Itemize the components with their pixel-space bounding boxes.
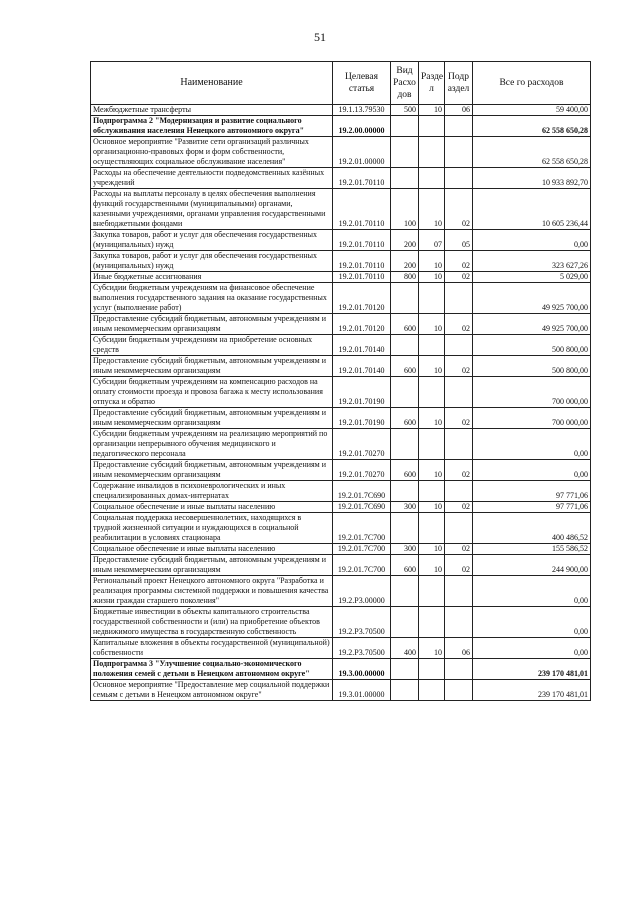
cell-vid: 600 (391, 555, 419, 576)
cell-target: 19.2.00.00000 (333, 116, 391, 137)
table-row (91, 116, 591, 137)
cell-target: 19.1.13.79530 (333, 105, 391, 116)
cell-total: 10 933 892,70 (473, 168, 591, 189)
page-number: 51 (314, 30, 326, 44)
cell-total: 10 605 236,44 (473, 189, 591, 230)
cell-vid: 600 (391, 356, 419, 377)
cell-razdel: 10 (419, 460, 445, 481)
cell-total: 155 586,52 (473, 544, 591, 555)
cell-total: 239 170 481,01 (473, 659, 591, 680)
cell-total: 500 800,00 (473, 335, 591, 356)
cell-name: Основное мероприятие "Предоставление мер социальной поддержки семьям с детьми в Ненецком автономном округе" (91, 680, 333, 701)
table-row (91, 638, 591, 659)
cell-target: 19.2.Р3.00000 (333, 576, 391, 607)
cell-total: 323 627,26 (473, 251, 591, 272)
table-row (91, 105, 591, 116)
cell-name: Межбюджетные трансферты (91, 105, 333, 116)
cell-podrazdel: 02 (445, 544, 473, 555)
cell-name: Капитальные вложения в объекты государственной (муниципальной) собственности (91, 638, 333, 659)
table-row (91, 335, 591, 356)
cell-vid (391, 137, 419, 168)
header-podrazdel: Подр аздел (445, 62, 473, 105)
cell-podrazdel (445, 377, 473, 408)
cell-name: Бюджетные инвестиции в объекты капитального строительства государственной собственности и (или) на приобретение объектов недвижимого имущества в государственную собственность (91, 607, 333, 638)
cell-total: 0,00 (473, 607, 591, 638)
cell-target: 19.2.01.70270 (333, 429, 391, 460)
cell-podrazdel (445, 283, 473, 314)
cell-razdel (419, 576, 445, 607)
cell-target: 19.2.01.70270 (333, 460, 391, 481)
cell-target: 19.2.01.70190 (333, 408, 391, 429)
cell-total: 97 771,06 (473, 481, 591, 502)
cell-target: 19.2.01.7С700 (333, 544, 391, 555)
table-row (91, 680, 591, 701)
cell-name: Предоставление субсидий бюджетным, автономным учреждениям и иным некоммерческим организациям (91, 555, 333, 576)
cell-target: 19.2.01.70140 (333, 335, 391, 356)
cell-razdel: 10 (419, 502, 445, 513)
cell-name: Социальное обеспечение и иные выплаты населению (91, 544, 333, 555)
cell-vid (391, 680, 419, 701)
cell-target: 19.2.01.70120 (333, 283, 391, 314)
cell-target: 19.2.01.7С700 (333, 513, 391, 544)
cell-razdel: 10 (419, 408, 445, 429)
cell-razdel: 10 (419, 105, 445, 116)
cell-name: Расходы на обеспечение деятельности подведомственных казённых учреждений (91, 168, 333, 189)
cell-vid (391, 116, 419, 137)
cell-razdel: 07 (419, 230, 445, 251)
header-vid: Вид Расхо дов (391, 62, 419, 105)
cell-target: 19.2.01.7С690 (333, 481, 391, 502)
table-row (91, 356, 591, 377)
table-row (91, 576, 591, 607)
cell-vid: 600 (391, 314, 419, 335)
cell-name: Предоставление субсидий бюджетным, автономным учреждениям и иным некоммерческим организациям (91, 314, 333, 335)
cell-vid (391, 429, 419, 460)
cell-name: Субсидии бюджетным учреждениям на приобретение основных средств (91, 335, 333, 356)
cell-podrazdel (445, 429, 473, 460)
table-row (91, 314, 591, 335)
cell-target: 19.2.01.70140 (333, 356, 391, 377)
cell-target: 19.2.Р3.70500 (333, 607, 391, 638)
cell-name: Предоставление субсидий бюджетным, автономным учреждениям и иным некоммерческим организациям (91, 408, 333, 429)
cell-razdel: 10 (419, 314, 445, 335)
cell-target: 19.2.01.70120 (333, 314, 391, 335)
cell-podrazdel (445, 513, 473, 544)
cell-name: Субсидии бюджетным учреждениям на финансовое обеспечение выполнения государственного задания на оказание государственных услуг (выполнение работ) (91, 283, 333, 314)
cell-target: 19.2.01.70190 (333, 377, 391, 408)
budget-table (90, 61, 591, 701)
table-row (91, 607, 591, 638)
cell-vid (391, 513, 419, 544)
cell-vid (391, 377, 419, 408)
cell-razdel (419, 429, 445, 460)
cell-name: Предоставление субсидий бюджетным, автономным учреждениям и иным некоммерческим организациям (91, 460, 333, 481)
table-body (91, 105, 591, 701)
table-row (91, 137, 591, 168)
cell-name: Подпрограмма 2 "Модернизация и развитие социального обслуживания населения Ненецкого автономного округа" (91, 116, 333, 137)
cell-razdel: 10 (419, 544, 445, 555)
cell-name: Подпрограмма 3 "Улучшение социально-экономического положения семей с детьми в Ненецком автономном округе" (91, 659, 333, 680)
cell-razdel: 10 (419, 638, 445, 659)
cell-total: 59 400,00 (473, 105, 591, 116)
cell-podrazdel (445, 659, 473, 680)
cell-total: 0,00 (473, 576, 591, 607)
cell-total: 700 000,00 (473, 377, 591, 408)
cell-total: 0,00 (473, 638, 591, 659)
cell-total: 239 170 481,01 (473, 680, 591, 701)
table-row (91, 544, 591, 555)
table-row (91, 408, 591, 429)
cell-vid (391, 659, 419, 680)
cell-total: 5 029,00 (473, 272, 591, 283)
cell-target: 19.2.01.70110 (333, 251, 391, 272)
cell-target: 19.2.01.70110 (333, 272, 391, 283)
cell-podrazdel: 02 (445, 314, 473, 335)
table-row (91, 513, 591, 544)
cell-razdel (419, 116, 445, 137)
cell-podrazdel: 06 (445, 105, 473, 116)
cell-total: 49 925 700,00 (473, 283, 591, 314)
cell-name: Содержание инвалидов в психоневрологических и иных специализированных домах-интернатах (91, 481, 333, 502)
cell-razdel (419, 659, 445, 680)
cell-razdel: 10 (419, 356, 445, 377)
cell-total: 400 486,52 (473, 513, 591, 544)
table-row (91, 230, 591, 251)
cell-podrazdel: 02 (445, 356, 473, 377)
cell-podrazdel (445, 607, 473, 638)
cell-razdel (419, 168, 445, 189)
table-row (91, 272, 591, 283)
cell-name: Субсидии бюджетным учреждениям на компенсацию расходов на оплату стоимости проезда и провоза багажа к месту использования отпуска и обратно (91, 377, 333, 408)
cell-vid (391, 335, 419, 356)
cell-razdel (419, 513, 445, 544)
cell-podrazdel: 02 (445, 502, 473, 513)
table-row (91, 283, 591, 314)
cell-razdel: 10 (419, 555, 445, 576)
cell-total: 0,00 (473, 230, 591, 251)
cell-name: Социальная поддержка несовершеннолетних, находящихся в трудной жизненной ситуации и нуждающихся в социальной реабилитации в условиях стационара (91, 513, 333, 544)
cell-target: 19.2.01.7С690 (333, 502, 391, 513)
cell-name: Социальное обеспечение и иные выплаты населению (91, 502, 333, 513)
cell-total: 500 800,00 (473, 356, 591, 377)
cell-razdel (419, 283, 445, 314)
cell-podrazdel (445, 137, 473, 168)
cell-total: 62 558 650,28 (473, 137, 591, 168)
cell-name: Субсидии бюджетным учреждениям на реализацию мероприятий по организации непрерывного обучения медицинского и педагогического персонала (91, 429, 333, 460)
cell-vid: 200 (391, 230, 419, 251)
cell-razdel (419, 377, 445, 408)
cell-podrazdel (445, 680, 473, 701)
cell-razdel: 10 (419, 272, 445, 283)
cell-razdel: 10 (419, 251, 445, 272)
cell-podrazdel (445, 116, 473, 137)
cell-name: Закупка товаров, работ и услуг для обеспечения государственных (муниципальных) нужд (91, 230, 333, 251)
cell-name: Региональный проект Ненецкого автономного округа "Разработка и реализация программы системной поддержки и повышения качества жизни граждан старшего поколения" (91, 576, 333, 607)
cell-vid: 400 (391, 638, 419, 659)
cell-total: 97 771,06 (473, 502, 591, 513)
cell-name: Расходы на выплаты персоналу в целях обеспечения выполнения функций государственными (муниципальными) органами, казенными учреждениями, органами управления государственными внебюджетными фондами (91, 189, 333, 230)
cell-target: 19.2.Р3.70500 (333, 638, 391, 659)
cell-name: Предоставление субсидий бюджетным, автономным учреждениям и иным некоммерческим организациям (91, 356, 333, 377)
header-total: Все го расходов (473, 62, 591, 105)
cell-vid: 600 (391, 408, 419, 429)
header-razdel: Разде л (419, 62, 445, 105)
cell-vid (391, 283, 419, 314)
cell-razdel (419, 607, 445, 638)
cell-name: Основное мероприятие "Развитие сети организаций различных организационно-правовых форм и форм собственности, осуществляющих социальное обслуживание населения" (91, 137, 333, 168)
cell-razdel (419, 481, 445, 502)
cell-podrazdel: 02 (445, 251, 473, 272)
table-header-row (91, 62, 591, 105)
cell-total: 62 558 650,28 (473, 116, 591, 137)
cell-vid (391, 481, 419, 502)
table-row (91, 502, 591, 513)
cell-podrazdel (445, 576, 473, 607)
cell-podrazdel (445, 481, 473, 502)
cell-target: 19.2.01.00000 (333, 137, 391, 168)
cell-podrazdel: 02 (445, 272, 473, 283)
cell-podrazdel (445, 168, 473, 189)
cell-target: 19.2.01.70110 (333, 189, 391, 230)
table-row (91, 168, 591, 189)
cell-total: 0,00 (473, 460, 591, 481)
table-row (91, 659, 591, 680)
cell-target: 19.3.00.00000 (333, 659, 391, 680)
table-row (91, 555, 591, 576)
table-row (91, 189, 591, 230)
cell-vid: 600 (391, 460, 419, 481)
cell-total: 244 900,00 (473, 555, 591, 576)
cell-podrazdel (445, 335, 473, 356)
cell-vid: 800 (391, 272, 419, 283)
cell-total: 49 925 700,00 (473, 314, 591, 335)
cell-vid: 500 (391, 105, 419, 116)
cell-podrazdel: 02 (445, 189, 473, 230)
cell-podrazdel: 05 (445, 230, 473, 251)
cell-vid: 300 (391, 502, 419, 513)
cell-razdel (419, 680, 445, 701)
cell-target: 19.2.01.7С700 (333, 555, 391, 576)
cell-total: 0,00 (473, 429, 591, 460)
cell-podrazdel: 06 (445, 638, 473, 659)
cell-vid: 100 (391, 189, 419, 230)
table-row (91, 429, 591, 460)
table-row (91, 251, 591, 272)
cell-target: 19.3.01.00000 (333, 680, 391, 701)
cell-podrazdel: 02 (445, 555, 473, 576)
cell-vid (391, 576, 419, 607)
cell-podrazdel: 02 (445, 408, 473, 429)
table-row (91, 377, 591, 408)
cell-razdel (419, 137, 445, 168)
cell-razdel: 10 (419, 189, 445, 230)
cell-vid (391, 607, 419, 638)
cell-target: 19.2.01.70110 (333, 230, 391, 251)
cell-target: 19.2.01.70110 (333, 168, 391, 189)
table-row (91, 460, 591, 481)
table-row (91, 481, 591, 502)
cell-vid: 300 (391, 544, 419, 555)
header-target: Целевая статья (333, 62, 391, 105)
cell-vid: 200 (391, 251, 419, 272)
cell-razdel (419, 335, 445, 356)
header-name: Наименование (91, 62, 333, 105)
cell-name: Иные бюджетные ассигнования (91, 272, 333, 283)
cell-vid (391, 168, 419, 189)
cell-name: Закупка товаров, работ и услуг для обеспечения государственных (муниципальных) нужд (91, 251, 333, 272)
cell-podrazdel: 02 (445, 460, 473, 481)
cell-total: 700 000,00 (473, 408, 591, 429)
